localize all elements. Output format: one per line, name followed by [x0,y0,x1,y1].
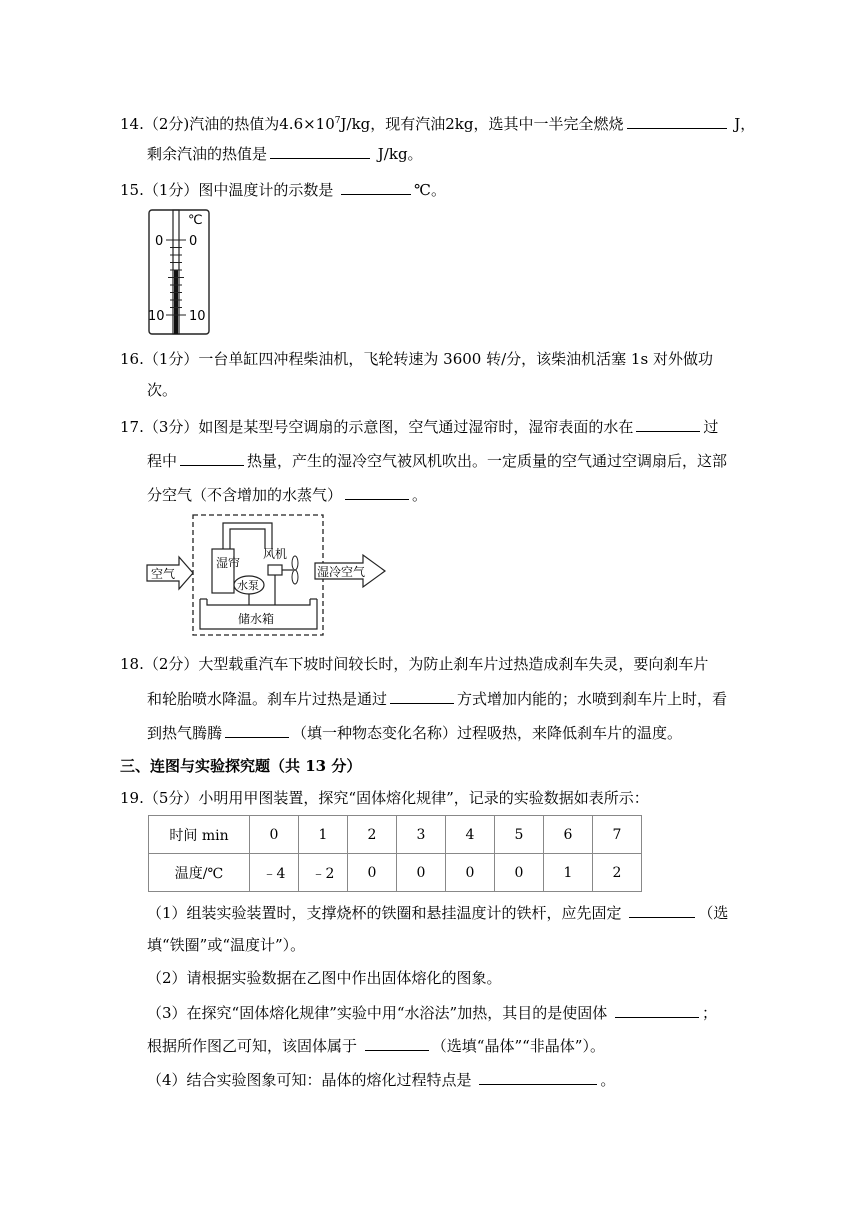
table-cell: 1 [299,816,348,854]
q14-unit-2: J/kg。 [373,145,423,163]
q18-text-2: 和轮胎喷水降温。刹车片过热是通过 [147,690,388,708]
q14-blank-2[interactable] [270,143,370,159]
q19-p1-end: （选 [698,904,729,922]
q19-p2: （2）请根据实验数据在乙图中作出固体熔化的图象。 [147,969,502,987]
q19-blank-3[interactable] [365,1035,429,1051]
table-cell: 6 [544,816,593,854]
thermometer-label-right-0: 0 [189,234,198,249]
q17-text-3-end: 。 [412,486,428,504]
q19-blank-4[interactable] [479,1069,597,1085]
q14-text: 14.（2分)汽油的热值为4.6×10 [120,115,335,133]
q15-unit: ℃。 [414,181,446,199]
table-header-time: 时间 min [149,816,250,854]
q18-line2 [147,688,727,709]
table-cell: 4 [446,816,495,854]
q19-p4-end: 。 [600,1071,616,1089]
table-cell: 2 [348,816,397,854]
q15-text: 15.（1分）图中温度计的示数是 [120,181,339,199]
air-conditioner-fan-diagram [145,513,395,638]
q17-blank-1[interactable] [636,416,700,432]
q19-p3 [147,1002,717,1023]
q19-p1b: 填“铁圈”或“温度计”）。 [147,936,306,954]
table-row-time [149,816,642,854]
thermometer-label-right-10: 10 [189,309,206,324]
table-cell: 0 [446,854,495,892]
q15-blank[interactable] [341,179,411,195]
q19-p3b-end: （选填“晶体”“非晶体”）。 [431,1037,605,1055]
q14-exponent: 7 [334,116,341,126]
q17-line1 [120,416,718,437]
thermometer-unit: ℃ [188,213,203,228]
thermometer-label-left-10: 10 [148,309,165,324]
thermometer-figure [144,207,214,337]
q18-text-3-end: （填一种物态变化名称）过程吸热，来降低刹车片的温度。 [292,724,683,742]
table-cell: 0 [348,854,397,892]
q19-p4 [147,1069,615,1090]
q18-line3 [147,722,682,743]
q14-text-mid: J/kg，现有汽油2kg，选其中一半完全燃烧 [340,115,624,133]
q19-p4-text: （4）结合实验图象可知：晶体的熔化过程特点是 [147,1071,477,1089]
q18-blank-2[interactable] [225,722,289,738]
q16-line1: 16.（1分）一台单缸四冲程柴油机，飞轮转速为 3600 转/分，该柴油机活塞 1s 对外做功 [120,350,713,368]
section-3-heading: 三、连图与实验探究题（共 13 分） [120,757,362,775]
q19-blank-1[interactable] [629,902,695,918]
q19-blank-2[interactable] [615,1002,699,1018]
q17-text-2: 程中 [147,452,178,470]
table-cell: 7 [593,816,642,854]
q19-p3b [147,1035,605,1056]
q16-line2: 次。 [147,381,178,399]
table-cell: 3 [397,816,446,854]
q17-text-2-end: 热量，产生的湿冷空气被风机吹出。一定质量的空气通过空调扇后，这部 [247,452,728,470]
melting-data-table [148,815,642,892]
q19-intro: 19.（5分）小明用甲图装置，探究“固体熔化规律”，记录的实验数据如表所示： [120,789,649,807]
table-cell: ﹣2 [299,854,348,892]
table-cell: 0 [495,854,544,892]
q17-blank-2[interactable] [180,450,244,466]
curtain-label: 湿帘 [216,556,241,570]
q17-text-1-end: 过 [703,418,719,436]
table-cell: ﹣4 [250,854,299,892]
air-in-label: 空气 [151,567,176,581]
table-cell: 2 [593,854,642,892]
q19-p3-end: ； [702,1004,718,1022]
fan-label: 风机 [263,547,288,561]
q18-line1: 18.（2分）大型载重汽车下坡时间较长时，为防止刹车片过热造成刹车失灵，要向刹车片 [120,655,709,673]
q14-line1 [120,113,755,134]
table-cell: 5 [495,816,544,854]
q17-text-1: 17.（3分）如图是某型号空调扇的示意图，空气通过湿帘时，湿帘表面的水在 [120,418,634,436]
q19-p1-text: （1）组装实验装置时，支撑烧杯的铁圈和悬挂温度计的铁杆，应先固定 [147,904,627,922]
table-row-temperature [149,854,642,892]
q15-line [120,179,446,200]
q18-text-2-end: 方式增加内能的；水喷到刹车片上时，看 [457,690,728,708]
air-out-label: 湿冷空气 [317,565,366,579]
table-cell: 0 [397,854,446,892]
q18-text-3: 到热气腾腾 [147,724,223,742]
table-cell: 1 [544,854,593,892]
tank-label: 储水箱 [238,612,275,626]
q19-p1 [147,902,728,923]
q19-p3-text: （3）在探究“固体熔化规律”实验中用“水浴法”加热，其目的是使固体 [147,1004,612,1022]
q14-blank-1[interactable] [627,113,727,129]
q19-p3b-text: 根据所作图乙可知，该固体属于 [147,1037,362,1055]
q14-text-2: 剩余汽油的热值是 [147,145,268,163]
q14-unit-1: J， [729,115,756,133]
q18-blank-1[interactable] [390,688,454,704]
pump-label: 水泵 [237,579,259,592]
table-cell: 0 [250,816,299,854]
thermometer-label-left-0: 0 [155,234,164,249]
fan-motor [268,565,282,575]
q14-line2 [147,143,423,164]
q17-line2 [147,450,727,471]
table-header-temperature: 温度/℃ [149,854,250,892]
q17-blank-3[interactable] [345,484,409,500]
q17-line3 [147,484,427,505]
q17-text-3: 分空气（不含增加的水蒸气） [147,486,343,504]
